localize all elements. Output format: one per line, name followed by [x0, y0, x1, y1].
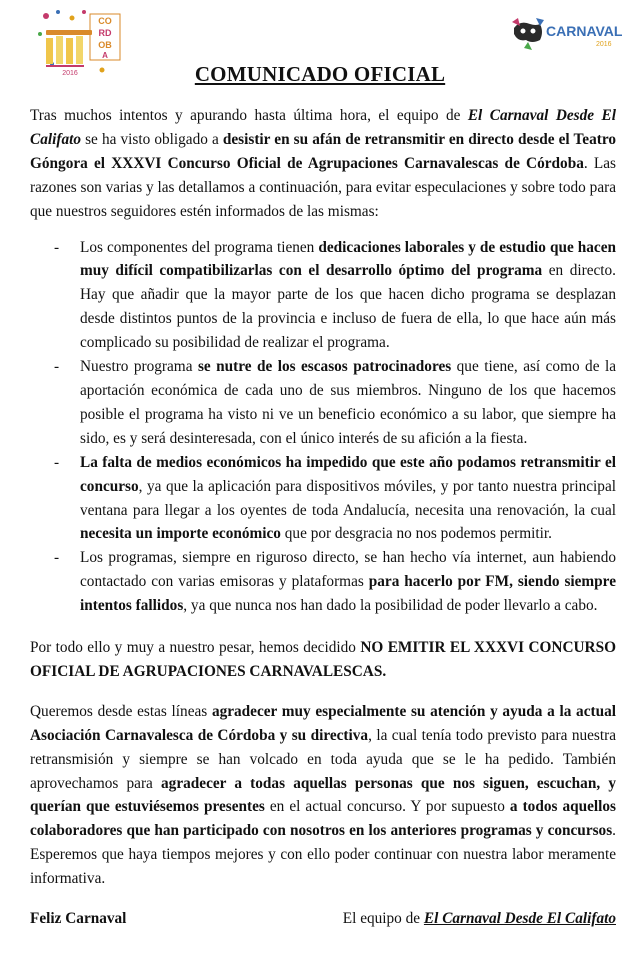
- svg-text:CO: CO: [98, 16, 112, 26]
- thanks-text: , la cual tenía todo previsto para nuestra retransmisión y siempre se han volcado en toda ayuda que se le ha pedido. También aprovechamos para: [30, 726, 617, 792]
- intro-paragraph: [30, 104, 616, 224]
- svg-text:2016: 2016: [596, 41, 612, 48]
- item-emphasis: necesita un importe económico: [80, 525, 281, 543]
- intro-text: . Las razones son varias y las detallamos a continuación, para evitar especulaciones y sobre todo para que nuestros seguidores estén informados de las mismas:: [30, 154, 616, 220]
- intro-emphasis: desistir en su afán de retransmitir en directo desde el Teatro Góngora el XXXVI Concurso Oficial de Agrupaciones Carnavalescas de Córdoba: [30, 130, 616, 172]
- spacer: [30, 684, 616, 700]
- item-emphasis: para hacerlo por FM, siendo siempre intentos fallidos: [80, 573, 616, 615]
- bullet-dash: -: [54, 453, 60, 471]
- thanks-text: Queremos desde estas líneas: [30, 702, 212, 720]
- svg-text:A: A: [102, 51, 108, 60]
- list-item: [30, 355, 616, 451]
- svg-text:OB: OB: [98, 40, 112, 50]
- item-emphasis: se nutre de los escasos patrocinadores: [197, 358, 452, 376]
- thanks-emphasis: agradecer muy especialmente su atención y ayuda a la actual Asociación Carnavalesca de Córdoba y su directiva: [30, 702, 616, 744]
- title-text: COMUNICADO OFICIAL: [194, 62, 446, 86]
- svg-text:2016: 2016: [62, 70, 78, 77]
- item-text: en directo. Hay que añadir que la mayor parte de los que hacen dicho programa se desplazan desde distintos puntos de la provincia e incluso de fuera de ella, lo que hace aún más complicado su posibilidad de realizar el programa.: [80, 262, 616, 352]
- item-text: , ya que nunca nos han dado la posibilidad de poder llevarlo a cabo.: [183, 597, 598, 615]
- item-emphasis: dedicaciones laborales y de estudio que hacen muy difícil compatibilizarlas con el desarrollo óptimo del programa: [80, 238, 617, 280]
- thanks-text: en el actual concurso. Y por supuesto: [264, 798, 510, 816]
- signature: [343, 907, 616, 931]
- spacer: [30, 618, 616, 636]
- closing-greeting: Feliz Carnaval: [30, 910, 127, 928]
- item-emphasis: La falta de medios económicos ha impedido que este año podamos retransmitir el concurso: [80, 453, 616, 495]
- svg-text:CARNAVAL: CARNAVAL: [546, 23, 623, 39]
- decision-emphasis: NO EMITIR EL XXXVI CONCURSO OFICIAL DE AGRUPACIONES CARNAVALESCAS.: [30, 639, 617, 680]
- signature-name: El Carnaval Desde El Califato: [423, 910, 616, 928]
- item-text: Nuestro programa: [80, 358, 198, 376]
- bullet-dash: -: [54, 358, 60, 376]
- program-name: El Carnaval Desde El Califato: [30, 107, 616, 148]
- bullet-dash: -: [54, 238, 60, 256]
- intro-text: se ha visto obligado a: [81, 130, 223, 148]
- bullet-dash: -: [54, 549, 60, 567]
- signature-prefix: El equipo de: [342, 910, 424, 928]
- thanks-paragraph: [30, 700, 616, 891]
- item-text: , ya que la aplicación para dispositivos móviles, y por tanto nuestra principal ventana para llegar a los oyentes de toda Andalucía, necesita una renovación, la cual: [80, 477, 616, 519]
- item-text: Los componentes del programa tienen: [80, 238, 319, 256]
- thanks-emphasis: agradecer a todas aquellas personas que nos siguen, escuchan, y querían que estuviésemos presentes: [30, 774, 616, 816]
- decision-paragraph: [30, 636, 616, 684]
- item-text: que tiene, así como de la aportación económica de cada uno de sus miembros. Ninguno de los que hacemos posible el programa ha visto ni ve un beneficio económico a su labor, que siempre ha sido, es y será desinteresada, con el único interés de su afición a la fiesta.: [80, 358, 616, 447]
- page-title: [0, 62, 640, 87]
- document-body: [30, 104, 616, 931]
- item-text: Los programas, siempre en riguroso directo, se han hecho vía internet, aun habiendo contactado con varias emisoras y plataformas: [80, 549, 616, 591]
- item-text: que por desgracia no nos podemos permitir.: [280, 525, 552, 543]
- signature-footer: [30, 907, 616, 931]
- reasons-list: [30, 236, 616, 619]
- list-item: [30, 546, 616, 618]
- list-item: [30, 236, 616, 356]
- list-item: [30, 451, 616, 547]
- intro-text: Tras muchos intentos y apurando hasta última hora, el equipo de: [30, 107, 468, 124]
- thanks-text: . Esperemos que haya tiempos mejores y con ello poder continuar con nuestra labor meramente informativa.: [30, 822, 616, 888]
- svg-text:RD: RD: [98, 28, 112, 38]
- carnaval-mask-logo: [510, 14, 623, 54]
- decision-text: Por todo ello y muy a nuestro pesar, hemos decidido: [30, 639, 361, 657]
- thanks-emphasis: a todos aquellos colaboradores que han participado con nosotros en los anteriores programas y concursos: [30, 798, 616, 840]
